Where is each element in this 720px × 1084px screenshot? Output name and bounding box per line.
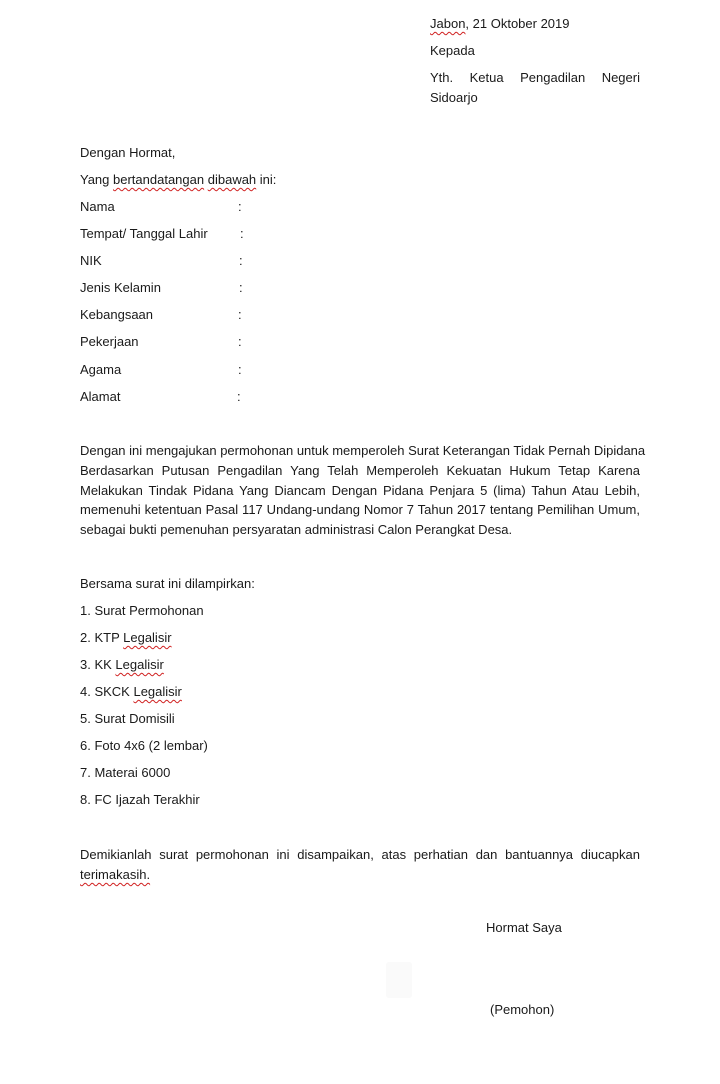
attachment-item xyxy=(80,601,204,621)
attachment-item xyxy=(80,763,170,783)
attachment-text: 2. KTP xyxy=(80,630,124,645)
date-place: Jabon xyxy=(430,16,466,31)
attachment-squiggle: Legalisir xyxy=(133,684,182,699)
intro-word-2: dibawah xyxy=(207,172,257,187)
field-colon: : xyxy=(237,389,241,404)
body-line: Melakukan Tindak Pidana Yang Diancam Dengan Pidana Penjara 5 (lima) Tahun Atau Lebih, xyxy=(80,483,640,498)
intro-after: ini: xyxy=(256,172,277,187)
field-colon: : xyxy=(240,226,244,241)
signer-label: (Pemohon) xyxy=(490,1002,555,1017)
to-label: Kepada xyxy=(430,43,475,58)
field-label: NIK xyxy=(80,253,102,268)
body-line: Dengan ini mengajukan permohonan untuk memperoleh Surat Keterangan Tidak Pernah Dipidana xyxy=(80,443,646,458)
body-line: memenuhi ketentuan Pasal 117 Undang-undang Nomor 7 Tahun 2017 tentang Pemilihan Umum, xyxy=(80,502,640,517)
field-colon: : xyxy=(239,280,243,295)
field-label: Jenis Kelamin xyxy=(80,280,161,295)
attachment-text: 8. FC Ijazah Terakhir xyxy=(80,792,200,807)
recipient-line-2: Sidoarjo xyxy=(430,90,478,105)
closing-line-1: Demikianlah surat permohonan ini disampaikan, atas perhatian dan bantuannya diucapkan xyxy=(80,847,640,862)
field-label: Alamat xyxy=(80,389,121,404)
field-colon: : xyxy=(238,362,242,377)
date-text: , 21 Oktober 2019 xyxy=(465,16,570,31)
attachment-squiggle: Legalisir xyxy=(115,657,164,672)
field-colon: : xyxy=(238,199,242,214)
attachments-intro: Bersama surat ini dilampirkan: xyxy=(80,576,255,591)
closing-line-2 xyxy=(80,865,150,885)
attachment-text: 4. SKCK xyxy=(80,684,134,699)
field-label: Nama xyxy=(80,199,115,214)
attachment-text: 7. Materai 6000 xyxy=(80,765,171,780)
attachment-squiggle: Legalisir xyxy=(123,630,172,645)
intro-word-1: bertandatangan xyxy=(113,172,205,187)
body-line: sebagai bukti pemenuhan persyaratan administrasi Calon Perangkat Desa. xyxy=(80,522,513,537)
attachment-item xyxy=(80,709,175,729)
attachment-item xyxy=(80,628,172,648)
field-colon: : xyxy=(238,307,242,322)
attachment-item xyxy=(80,655,164,675)
field-label: Pekerjaan xyxy=(80,334,139,349)
attachment-item xyxy=(80,736,208,756)
intro-line xyxy=(80,170,276,190)
salutation: Dengan Hormat, xyxy=(80,145,176,160)
attachment-text: 6. Foto 4x6 (2 lembar) xyxy=(80,738,208,753)
field-label: Kebangsaan xyxy=(80,307,154,322)
field-colon: : xyxy=(238,334,242,349)
closing-squiggle: terimakasih. xyxy=(80,867,151,882)
attachment-item xyxy=(80,790,200,810)
recipient-line-1: Yth. Ketua Pengadilan Negeri xyxy=(430,70,640,85)
field-label: Agama xyxy=(80,362,122,377)
body-line: Berdasarkan Putusan Pengadilan Yang Telah Memperoleh Kekuatan Hukum Tetap Karena xyxy=(80,463,640,478)
field-colon: : xyxy=(239,253,243,268)
attachment-text: 3. KK xyxy=(80,657,116,672)
letter-date xyxy=(430,14,570,34)
attachment-text: 1. Surat Permohonan xyxy=(80,603,204,618)
field-label: Tempat/ Tanggal Lahir xyxy=(80,226,208,241)
signature-mark xyxy=(386,962,412,998)
attachment-text: 5. Surat Domisili xyxy=(80,711,175,726)
intro-before: Yang xyxy=(80,172,114,187)
regards-text: Hormat Saya xyxy=(486,920,562,935)
attachment-item xyxy=(80,682,182,702)
